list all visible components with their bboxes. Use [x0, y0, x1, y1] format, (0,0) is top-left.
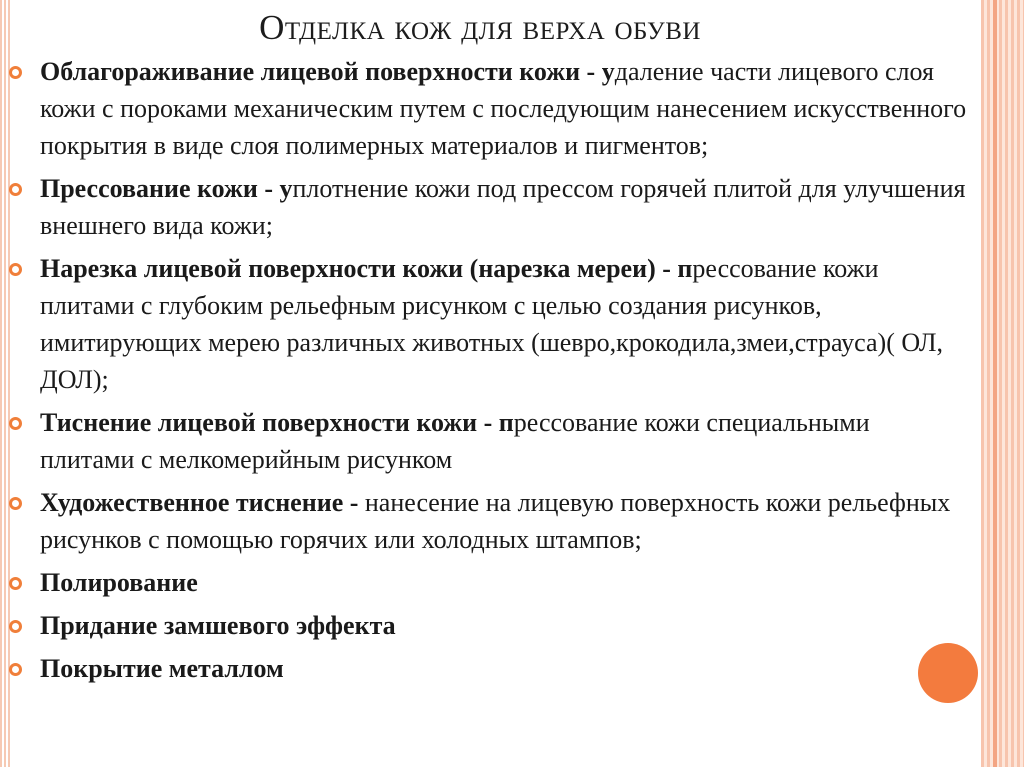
slide-title: Отделка кож для верха обуви	[259, 8, 701, 47]
list-item	[40, 484, 980, 558]
ring-bullet-icon	[9, 497, 22, 510]
item-term: Придание замшевого эффекта	[40, 611, 396, 640]
item-term: Тиснение лицевой поверхности кожи - п	[40, 408, 514, 437]
ring-bullet-icon	[9, 663, 22, 676]
item-text: нанесение на лицевую поверхность кожи рельефных рисунков с помощью горячих или холодных штампов;	[40, 488, 951, 554]
item-text: даление части лицевого слоя кожи с пороками механическим путем с последующим нанесением искусственного покрытия в виде слоя полимерных материалов и пигментов;	[40, 57, 967, 160]
left-decorative-border	[0, 0, 12, 767]
item-term: Облагораживание лицевой поверхности кожи - у	[40, 57, 615, 86]
list-item	[40, 170, 980, 244]
item-term: Прессование кожи - у	[40, 174, 293, 203]
item-text: плотнение кожи под прессом горячей плитой для улучшения внешнего вида кожи;	[40, 174, 966, 240]
item-text: рессование кожи плитами с глубоким рельефным рисунком с целью создания рисунков, имитирующих мерею различных животных (шевро,крокодила,змеи,страуса)( ОЛ, ДОЛ);	[40, 254, 943, 394]
item-text: рессование кожи специальными плитами с мелкомерийным рисунком	[40, 408, 870, 474]
ring-bullet-icon	[9, 417, 22, 430]
orange-circle-decoration	[918, 643, 978, 703]
list-item	[40, 250, 980, 398]
item-term: Покрытие металлом	[40, 654, 284, 683]
list-item	[40, 53, 980, 164]
list-item	[40, 564, 980, 601]
item-term: Нарезка лицевой поверхности кожи (нарезка мереи) - п	[40, 254, 693, 283]
item-term: Полирование	[40, 568, 198, 597]
bullet-list	[40, 53, 980, 693]
ring-bullet-icon	[9, 66, 22, 79]
list-item	[40, 650, 980, 687]
ring-bullet-icon	[9, 620, 22, 633]
right-decorative-border	[981, 0, 1024, 767]
list-item	[40, 607, 980, 644]
ring-bullet-icon	[9, 183, 22, 196]
right-border-accent-stripe	[993, 0, 997, 767]
list-item	[40, 404, 980, 478]
item-term: Художественное тиснение -	[40, 488, 365, 517]
ring-bullet-icon	[9, 263, 22, 276]
ring-bullet-icon	[9, 577, 22, 590]
